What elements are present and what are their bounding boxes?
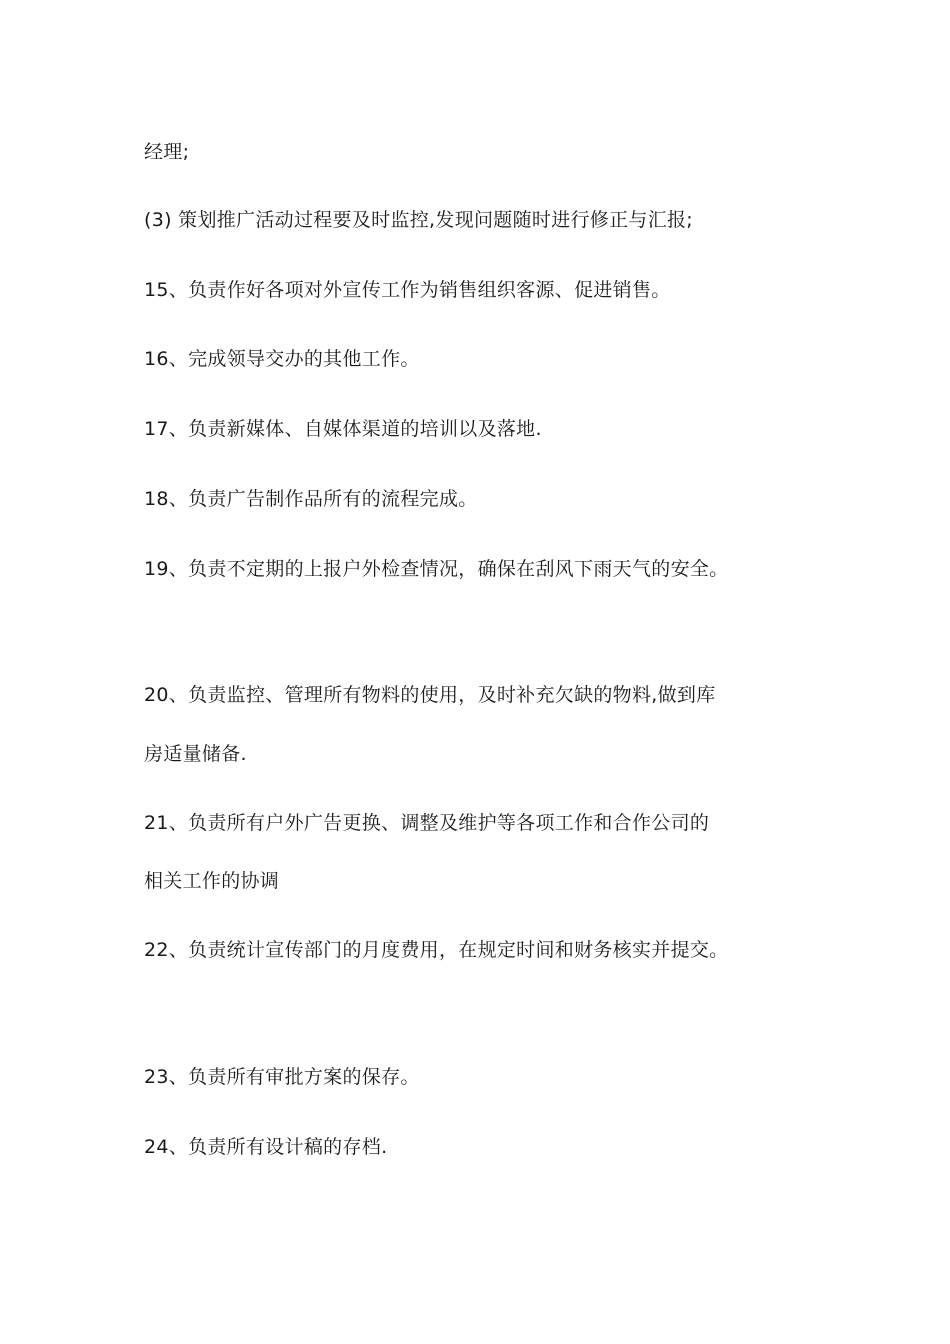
text-line: 16、完成领导交办的其他工作。 <box>144 348 420 370</box>
text-line: 17、负责新媒体、自媒体渠道的培训以及落地. <box>144 418 542 440</box>
text-line: 相关工作的协调 <box>144 870 280 892</box>
text-line: 23、负责所有审批方案的保存。 <box>144 1066 420 1088</box>
text-line: 经理; <box>144 141 190 163</box>
text-line: 房适量储备. <box>144 743 247 765</box>
text-line: 19、负责不定期的上报户外检查情况，确保在刮风下雨天气的安全。 <box>144 558 729 580</box>
text-line: (3) 策划推广活动过程要及时监控,发现问题随时进行修正与汇报; <box>144 209 693 231</box>
text-line: 20、负责监控、管理所有物料的使用，及时补充欠缺的物料,做到库 <box>144 684 716 706</box>
text-line: 22、负责统计宣传部门的月度费用，在规定时间和财务核实并提交。 <box>144 939 729 961</box>
text-line: 21、负责所有户外广告更换、调整及维护等各项工作和合作公司的 <box>144 812 710 834</box>
text-line: 18、负责广告制作品所有的流程完成。 <box>144 488 478 510</box>
text-line: 24、负责所有设计稿的存档. <box>144 1136 388 1158</box>
text-line: 15、负责作好各项对外宣传工作为销售组织客源、促进销售。 <box>144 279 671 301</box>
